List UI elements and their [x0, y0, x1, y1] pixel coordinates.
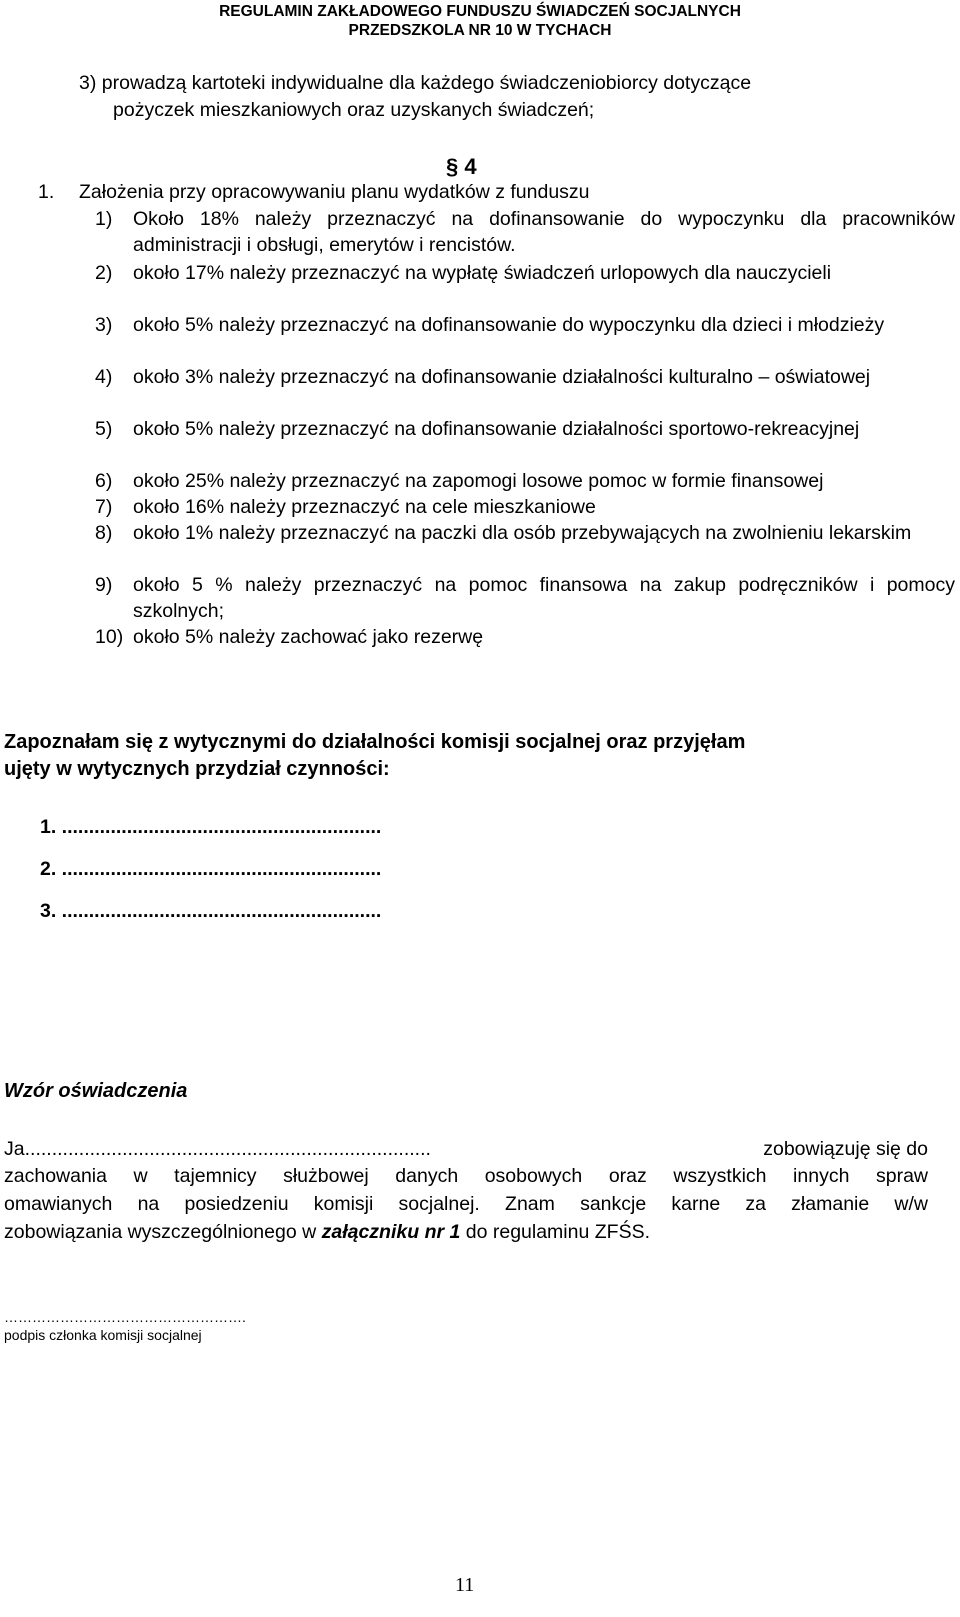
list-item: [95, 312, 955, 338]
declaration-line-1-end: zobowiązuję się do: [763, 1138, 928, 1160]
declaration-line-1-start: Ja...........................................................................: [4, 1138, 431, 1160]
section-mark: § 4: [446, 154, 477, 179]
list-item: [95, 468, 955, 494]
signature-caption: podpis członka komisji socjalnej: [4, 1327, 202, 1343]
duty-line-3: 3. ...........................................................: [40, 900, 382, 922]
list-item-number: 10): [95, 626, 124, 648]
list-item-text: około 16% należy przeznaczyć na cele mieszkaniowe: [133, 496, 596, 518]
intro-line-2: pożyczek mieszkaniowych oraz uzyskanych świadczeń;: [113, 99, 595, 121]
duty-line-2: 2. ...........................................................: [40, 858, 382, 880]
declaration-title: Wzór oświadczenia: [4, 1080, 188, 1102]
declaration-line-1: [4, 1137, 928, 1162]
list-item: [95, 364, 955, 390]
list-item: [95, 260, 955, 286]
signature-line: …………………………………………….: [4, 1309, 246, 1325]
acknowledgement-line-1: Zapoznałam się z wytycznymi do działalności komisji socjalnej oraz przyjęłam: [4, 731, 746, 753]
page-number: 11: [455, 1574, 475, 1596]
list-item: [95, 572, 955, 624]
list-item-text: Około 18% należy przeznaczyć na dofinansowanie do wypoczynku dla pracowników administracji i obsługi, emerytów i rencistów.: [133, 208, 955, 256]
declaration-line-3: omawianych na posiedzeniu komisji socjalnej. Znam sankcje karne za złamanie w/w: [4, 1193, 928, 1215]
list-item: [95, 416, 955, 442]
duty-line-1: 1. ...........................................................: [40, 816, 382, 838]
list-item-text: około 5% należy przeznaczyć na dofinansowanie działalności sportowo-rekreacyjnej: [133, 418, 860, 440]
declaration-line-2: zachowania w tajemnicy służbowej danych osobowych oraz wszystkich innych spraw: [4, 1165, 928, 1187]
list-item-text: około 5 % należy przeznaczyć na pomoc finansowa na zakup podręczników i pomocy szkolnych;: [133, 574, 955, 622]
list-item-number: 7): [95, 496, 113, 518]
attachment-reference: załączniku nr 1: [321, 1221, 461, 1243]
list-item-text: około 3% należy przeznaczyć na dofinansowanie działalności kulturalno – oświatowej: [133, 366, 871, 388]
list-item-number: 3): [95, 314, 113, 336]
list-item: [95, 206, 955, 258]
list-item-text: około 5% należy przeznaczyć na dofinansowanie do wypoczynku dla dzieci i młodzieży: [133, 314, 885, 336]
list-item-text: około 5% należy zachować jako rezerwę: [133, 626, 484, 648]
declaration-line-4: zobowiązania wyszczególnionego w załączniku nr 1 do regulaminu ZFŚS.: [4, 1221, 650, 1243]
list-item-number: 1): [95, 208, 113, 230]
list-item-text: około 1% należy przeznaczyć na paczki dla osób przebywających na zwolnieniu lekarskim: [133, 522, 912, 544]
list-item: [95, 520, 955, 546]
list-item: [95, 624, 955, 650]
list-item-text: około 17% należy przeznaczyć na wypłatę świadczeń urlopowych dla nauczycieli: [133, 262, 832, 284]
point-text: Założenia przy opracowywaniu planu wydatków z funduszu: [79, 181, 590, 203]
list-item-number: 8): [95, 522, 113, 544]
intro-line-1: 3) prowadzą kartoteki indywidualne dla każdego świadczeniobiorcy dotyczące: [79, 72, 752, 94]
point-label: 1.: [38, 181, 55, 203]
document-header-subtitle: PRZEDSZKOLA NR 10 W TYCHACH: [348, 22, 612, 39]
list-item-number: 4): [95, 366, 113, 388]
list-item-number: 5): [95, 418, 113, 440]
list-item: [95, 494, 955, 520]
document-header-title: REGULAMIN ZAKŁADOWEGO FUNDUSZU ŚWIADCZEŃ SOCJALNYCH: [219, 3, 741, 20]
list-item-number: 2): [95, 262, 113, 284]
list-item-number: 9): [95, 574, 113, 596]
acknowledgement-line-2: ujęty w wytycznych przydział czynności:: [4, 758, 390, 780]
list-item-number: 6): [95, 470, 113, 492]
list-item-text: około 25% należy przeznaczyć na zapomogi losowe pomoc w formie finansowej: [133, 470, 824, 492]
